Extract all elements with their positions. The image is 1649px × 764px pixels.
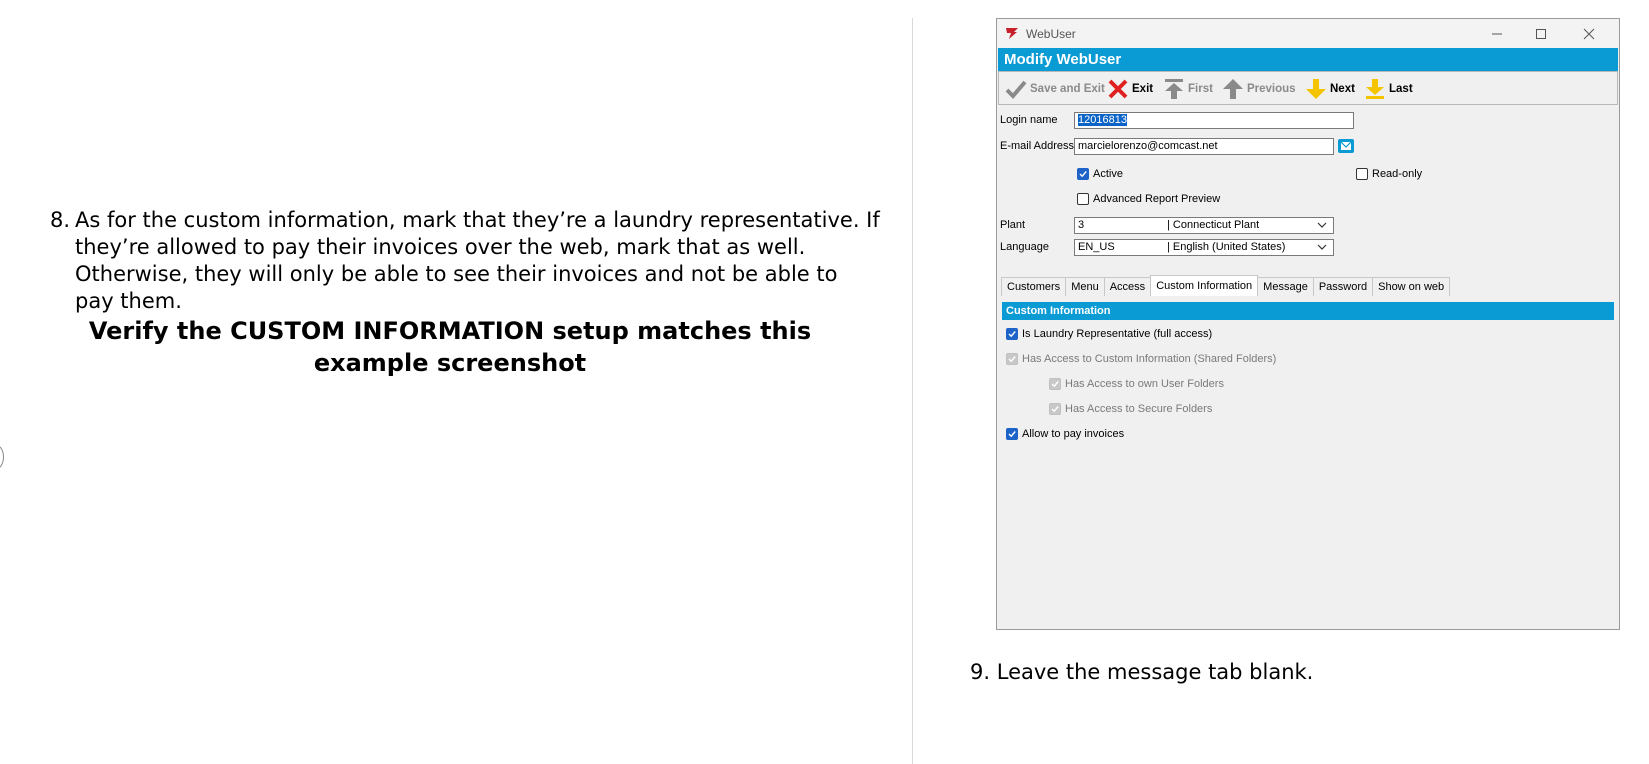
custom-information-header: Custom Information xyxy=(1002,302,1614,320)
language-code: EN_US xyxy=(1078,241,1115,253)
form-header: Modify WebUser xyxy=(998,48,1618,71)
minimize-button[interactable] xyxy=(1477,21,1517,47)
read-only-label: Read-only xyxy=(1372,168,1423,180)
verify-heading: Verify the CUSTOM INFORMATION setup matches this example screenshot xyxy=(88,317,812,377)
save-and-exit-button[interactable] xyxy=(1005,78,1105,100)
checkmark-icon xyxy=(1007,429,1017,439)
envelope-icon xyxy=(1338,139,1354,153)
toolbar xyxy=(998,71,1618,105)
plant-select[interactable] xyxy=(1074,217,1334,234)
previous-button[interactable] xyxy=(1222,78,1296,100)
language-label: Language xyxy=(1000,241,1049,253)
own-user-folders-label: Has Access to own User Folders xyxy=(1065,378,1224,390)
last-button[interactable] xyxy=(1364,78,1413,100)
email-address-label: E-mail Address xyxy=(1000,140,1074,152)
plant-code: 3 xyxy=(1078,219,1085,231)
maximize-icon xyxy=(1521,21,1561,47)
laundry-representative-checkbox[interactable] xyxy=(1006,328,1018,340)
step-8-text: As for the custom information, mark that they’re a laundry representative. If they’re allowed to pay their invoices over the web, mark that as well. Otherwise, they will only be able to see their invoices and not be able to pay them. xyxy=(75,208,880,313)
allow-pay-invoices-checkbox[interactable] xyxy=(1006,428,1018,440)
read-only-checkbox[interactable] xyxy=(1356,168,1368,180)
checkmark-icon xyxy=(1050,379,1060,389)
email-address-input[interactable]: marcielorenzo@comcast.net xyxy=(1074,138,1334,155)
previous-label: Previous xyxy=(1247,83,1296,95)
step-9-paragraph xyxy=(970,658,1313,686)
tab-show-on-web[interactable]: Show on web xyxy=(1372,277,1450,296)
tab-strip xyxy=(1001,277,1449,297)
column-divider xyxy=(912,18,913,764)
step-8-number: 8. xyxy=(50,208,71,232)
chevron-down-icon xyxy=(1316,219,1328,231)
step-9-number: 9. xyxy=(970,660,991,684)
close-button[interactable] xyxy=(1569,21,1609,47)
own-user-folders-checkbox[interactable] xyxy=(1049,378,1061,390)
checkmark-icon xyxy=(1078,169,1088,179)
plant-label: Plant xyxy=(1000,219,1026,231)
tab-access[interactable]: Access xyxy=(1104,277,1151,296)
exit-label: Exit xyxy=(1132,83,1154,95)
window-titlebar xyxy=(997,19,1619,48)
last-label: Last xyxy=(1389,83,1413,95)
next-label: Next xyxy=(1330,83,1355,95)
login-name-value: 12016813 xyxy=(1078,114,1127,126)
last-arrow-icon xyxy=(1364,78,1386,100)
custom-information-panel xyxy=(1002,297,1616,627)
advanced-report-preview-checkbox[interactable] xyxy=(1077,193,1089,205)
maximize-button[interactable] xyxy=(1521,21,1561,47)
tab-password[interactable]: Password xyxy=(1313,277,1373,296)
tab-custom-information[interactable]: Custom Information xyxy=(1150,275,1258,296)
window-title: WebUser xyxy=(1026,27,1076,41)
custom-information-access-label: Has Access to Custom Information (Shared Folders) xyxy=(1022,353,1277,365)
minimize-icon xyxy=(1477,21,1517,47)
red-x-icon xyxy=(1107,78,1129,100)
language-name: | English (United States) xyxy=(1167,241,1286,253)
step-8-paragraph xyxy=(50,207,880,315)
edge-circle-shape xyxy=(0,444,4,470)
tab-menu[interactable]: Menu xyxy=(1065,277,1105,296)
app-logo-icon xyxy=(1005,26,1019,40)
first-label: First xyxy=(1188,83,1213,95)
laundry-representative-label: Is Laundry Representative (full access) xyxy=(1022,328,1213,340)
secure-folders-label: Has Access to Secure Folders xyxy=(1065,403,1213,415)
active-checkbox[interactable] xyxy=(1077,168,1089,180)
language-select[interactable] xyxy=(1074,239,1334,256)
chevron-down-icon xyxy=(1316,241,1328,253)
secure-folders-checkbox[interactable] xyxy=(1049,403,1061,415)
up-arrow-icon xyxy=(1222,78,1244,100)
check-icon xyxy=(1005,78,1027,100)
tab-customers[interactable]: Customers xyxy=(1001,277,1066,296)
active-label: Active xyxy=(1093,168,1123,180)
checkmark-icon xyxy=(1050,404,1060,414)
checkmark-icon xyxy=(1007,329,1017,339)
exit-button[interactable] xyxy=(1107,78,1153,100)
save-and-exit-label: Save and Exit xyxy=(1030,83,1105,95)
checkmark-icon xyxy=(1007,354,1017,364)
first-button[interactable] xyxy=(1163,78,1213,100)
next-button[interactable] xyxy=(1305,78,1355,100)
webuser-window xyxy=(996,18,1620,630)
plant-name: | Connecticut Plant xyxy=(1167,219,1260,231)
send-email-button[interactable] xyxy=(1338,139,1354,153)
allow-pay-invoices-label: Allow to pay invoices xyxy=(1022,428,1125,440)
login-name-input[interactable] xyxy=(1074,112,1354,129)
login-name-label: Login name xyxy=(1000,114,1058,126)
step-9-text: Leave the message tab blank. xyxy=(996,660,1314,684)
down-arrow-icon xyxy=(1305,78,1327,100)
advanced-report-preview-label: Advanced Report Preview xyxy=(1093,193,1221,205)
custom-information-access-checkbox[interactable] xyxy=(1006,353,1018,365)
tab-message[interactable]: Message xyxy=(1257,277,1314,296)
first-arrow-icon xyxy=(1163,78,1185,100)
close-icon xyxy=(1569,21,1609,47)
